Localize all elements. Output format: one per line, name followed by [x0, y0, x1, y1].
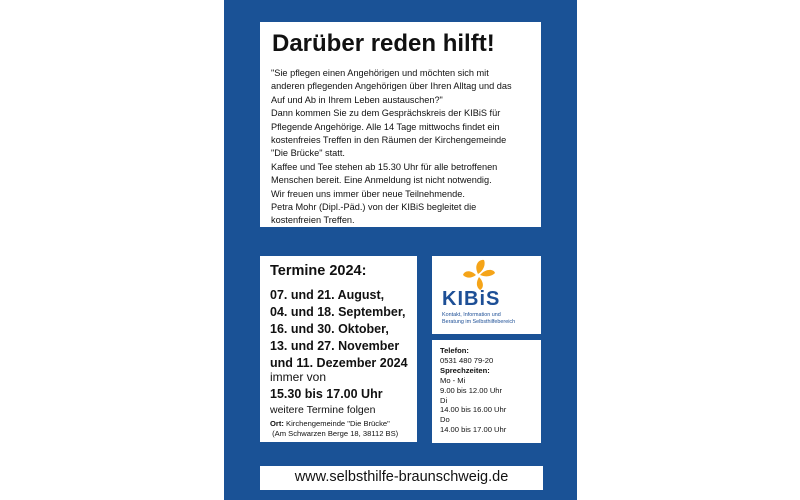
dates-list — [270, 287, 408, 372]
location-name: Kirchengemeinde "Die Brücke" — [286, 419, 390, 428]
meeting-time: 15.30 bis 17.00 Uhr — [270, 387, 383, 401]
intro-line: kostenfreies Treffen in den Räumen der Kirchengemeinde — [271, 135, 507, 146]
date-line: und 11. Dezember 2024 — [270, 356, 408, 370]
hours-day: Di — [440, 395, 448, 405]
date-line: 13. und 27. November — [270, 339, 400, 353]
phone-number: 0531 480 79-20 — [440, 355, 494, 365]
intro-line: Menschen bereit. Eine Anmeldung ist nicht notwendig. — [271, 175, 492, 186]
phone-label: Telefon: — [440, 346, 469, 355]
intro-line: Wir freuen uns immer über neue Teilnehmende. — [271, 188, 465, 199]
intro-text — [271, 67, 539, 228]
intro-line: kostenfreien Treffen. — [271, 215, 355, 226]
date-line: 16. und 30. Oktober, — [270, 322, 389, 336]
location-label: Ort: — [270, 419, 284, 428]
hours-day: Do — [440, 415, 450, 425]
website-link[interactable]: www.selbsthilfe-braunschweig.de — [294, 469, 509, 485]
intro-line: Auf und Ab in Ihrem Leben austauschen?" — [271, 94, 443, 105]
intro-line: Kaffee und Tee stehen ab 15.30 Uhr für alle betroffenen — [271, 161, 498, 172]
dates-heading: Termine 2024: — [270, 263, 367, 279]
hours-label: Sprechzeiten: — [440, 365, 490, 375]
website-panel — [260, 466, 543, 490]
kibis-tagline — [442, 312, 515, 326]
hours-time: 14.00 bis 17.00 Uhr — [440, 425, 507, 435]
kibis-flower-icon — [462, 259, 496, 291]
hours-time: 9.00 bis 12.00 Uhr — [440, 385, 503, 395]
page-title: Darüber reden hilft! — [272, 30, 495, 57]
hours-day: Mo - Mi — [440, 375, 466, 385]
intro-line: "Sie pflegen einen Angehörigen und möchten sich mit — [271, 68, 489, 78]
tagline-line: Kontakt, Information und — [442, 312, 501, 318]
dates-panel — [260, 256, 417, 442]
intro-line: Pflegende Angehörige. Alle 14 Tage mittwochs findet ein — [271, 121, 500, 132]
time-intro: immer von — [270, 370, 327, 384]
kibis-logo-panel — [432, 256, 541, 334]
date-line: 07. und 21. August, — [270, 288, 385, 302]
kibis-logo-text: KIBiS — [442, 288, 501, 310]
hours-time: 14.00 bis 16.00 Uhr — [440, 405, 507, 415]
date-line: 04. und 18. September, — [270, 305, 406, 319]
more-dates-note: weitere Termine folgen — [270, 404, 376, 416]
tagline-line: Beratung im Selbsthilfebereich — [442, 319, 516, 325]
intro-panel — [260, 22, 541, 227]
intro-line: Petra Mohr (Dipl.-Päd.) von der KIBiS begleitet die — [271, 202, 477, 213]
location — [270, 419, 398, 439]
intro-line: "Die Brücke" statt. — [271, 148, 345, 159]
intro-line: anderen pflegenden Angehörigen über Ihren Alltag und das — [271, 81, 512, 92]
contact-panel — [432, 340, 541, 443]
location-address: (Am Schwarzen Berge 18, 38112 BS) — [272, 429, 399, 438]
intro-line: Dann kommen Sie zu dem Gesprächskreis der KIBiS für — [271, 108, 501, 119]
